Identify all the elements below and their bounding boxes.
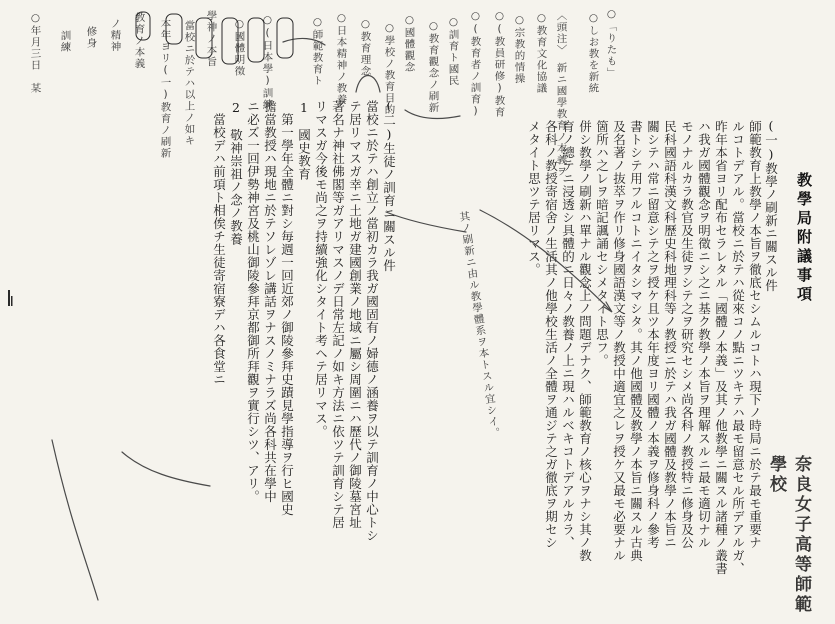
school-stamp: 奈良女子高等師範學校 <box>766 455 811 615</box>
document-title: 教學局附議事項 <box>795 172 813 305</box>
body-column: 第一學年全體ニ對シ毎週一回近郊ノ御陵參拜史蹟見學指導ヲ行ヒ國史 <box>279 100 295 516</box>
handwritten-note: ○訓育ト國民 <box>447 15 460 87</box>
handwritten-note: ○教育觀念ノ刷新 <box>427 19 440 114</box>
body-column: 民科國語科漢文科歷史科地理科等ノ教授ニ於テハ我ガ國體及教學ノ本旨ニ <box>662 120 678 549</box>
body-column: 各科ノ教授寄宿舍ノ生活其ノ他學校生活ノ全體ヲ通ジテ之ガ徹底ヲ期セシ <box>543 120 559 549</box>
body-column: 當校ニ於テハ創立ノ當初カラ我ガ國固有ノ婦德ノ涵養ヲ以テ訓育ノ中心トシ <box>364 100 380 542</box>
edge-mark <box>11 296 13 306</box>
handwritten-note: ○教育文化協議 <box>535 11 548 95</box>
body-column: モノナルカラ教官及生徒ヲシテ之ヲ研究セシメ尚各科ノ教授特ニ修身及公 <box>679 120 695 549</box>
body-column: 書トシテ用フルコトニイタシマシタ。其ノ他國體及教學ノ本旨ニ關スル古典 <box>628 120 644 562</box>
handwritten-note: 教育ノ本義 <box>133 11 146 70</box>
body-column: 擔當教授ハ現地ニ於テソレゾレ講話ヲナスノミナラズ尚各科共在學中 <box>262 100 278 503</box>
body-column: 昨年本省ヨリ配布セラレタル「國體ノ本義」及其ノ他教學ニ關スル諸種ノ叢書 <box>713 120 729 575</box>
body-column: ニ必ズ一回伊勢神宮及桃山御陵參拜京都御所拜觀ヲ實行シツ、アリ。 <box>245 100 261 503</box>
body-column: 關シテハ常ニ留意シテ之ヲ授ケ且ツ本年度ヨリ國體ノ本義ヲ修身科ノ參考 <box>645 120 661 549</box>
handwritten-note: ○國體觀念 <box>403 13 416 74</box>
body-column: 著名ナ神社佛閣等ガアリマスノデ日常左記ノ如キ方法ニ依ツテ訓育シテ居 <box>330 100 346 529</box>
handwritten-note: ○教育理念 <box>359 17 372 78</box>
handwritten-note: ○年月三日 某 <box>29 11 42 95</box>
handwritten-note: 學神ノ本旨 <box>205 9 218 68</box>
handwritten-note: ○日本精神ノ教養 <box>335 11 348 106</box>
handwritten-note: ○國體明徵 <box>233 17 246 78</box>
handwritten-note: ○師範教育ト <box>311 15 324 87</box>
handwritten-note: ノ精神 <box>109 17 122 53</box>
underline-mark <box>122 452 210 486</box>
body-column: 及名著ノ抜萃ヲ作リ修身國語漢文等ノ教授中適宜之レヲ授ケ又最モ必要ナル <box>611 120 627 562</box>
body-column: 師範教育上教學ノ本旨ヲ徹底セシムルコトハ現下ノ時局ニ於テ最モ重要ナ <box>747 120 763 549</box>
body-column: テ居リマスガ幸ニ土地ガ建國創業ノ地域ニ屬シ周圍ニハ歷代ノ御陵墓宮址 <box>347 100 363 529</box>
handwritten-note: ○宗教的情操 <box>513 13 526 85</box>
section-1-heading: (一)教學ノ刷新ニ關スル件 <box>763 118 779 292</box>
handwritten-note: 訓練 <box>59 29 72 54</box>
handwritten-note: ○(日本學)訓練 <box>261 13 274 111</box>
subheading: 1 國史教育 <box>296 100 312 181</box>
body-column: 箇所ハ之レヲ暗記諷誦セシメタイト思フ。 <box>594 120 610 367</box>
handwritten-note: ○(教員研修)教育 <box>493 9 506 119</box>
body-column: 當校デハ前項ト相俟チ生徒寄宿寮デハ各食堂ニ <box>211 100 227 386</box>
handwritten-note: 其ノ刷新ニ由ル教學體系ヲ本トスル宜シイ。 <box>457 210 502 440</box>
scribble-mark <box>52 440 98 600</box>
body-column: 育ノ總テニ浸透シ具體的ニ日々ノ教養ノ上ニ現ハルベキコトデアルカラ、 <box>560 120 576 549</box>
body-column: ハ我ガ國體觀念ヲ明徵ニシ之ニ基ク教學ノ本旨ヲ理解スルニ最モ適切ナル <box>696 120 712 549</box>
handwritten-note: ○「りたも」 <box>605 7 618 79</box>
handwritten-note: 本年ヨリ(一)教育ノ刷新 <box>159 17 172 160</box>
handwritten-note: ○(教育者ノ訓育) <box>469 9 482 119</box>
handwritten-note: ○學校ノ教育目的 <box>383 21 396 116</box>
handwritten-note: 〈頭注〉 新ニ國學教育ノ本義ヲ <box>555 9 568 178</box>
handwritten-note: 當校ニ於テハ以上ノ如キ <box>183 19 196 147</box>
subheading: 2 敬神崇祖ノ念ノ教養 <box>228 100 244 246</box>
section-2-heading: (二)生徒ノ訓育ニ關スル件 <box>381 98 397 272</box>
handwritten-note: ○しお教を新統 <box>587 11 600 95</box>
edge-mark <box>8 290 10 306</box>
body-column: 併シ教學ノ刷新ハ單ナル觀念上ノ問題デナク、師範教育ノ核心ヲナシ其ノ教 <box>577 120 593 562</box>
bracket-mark <box>356 76 380 93</box>
circle-mark <box>277 18 293 58</box>
underline-mark <box>386 212 466 232</box>
body-column: リマスガ今後モ尚之ヲ持續強化シタイト考ヘテ居リマス。 <box>313 100 329 438</box>
body-column: メタイト思ツテ居リマス。 <box>526 120 542 276</box>
body-column: ルコトデアル。當校ニ於テハ從來コノ點ニツキテハ最モ留意セル所デアルガ、 <box>730 120 746 575</box>
handwritten-note: 修身 <box>85 25 98 50</box>
